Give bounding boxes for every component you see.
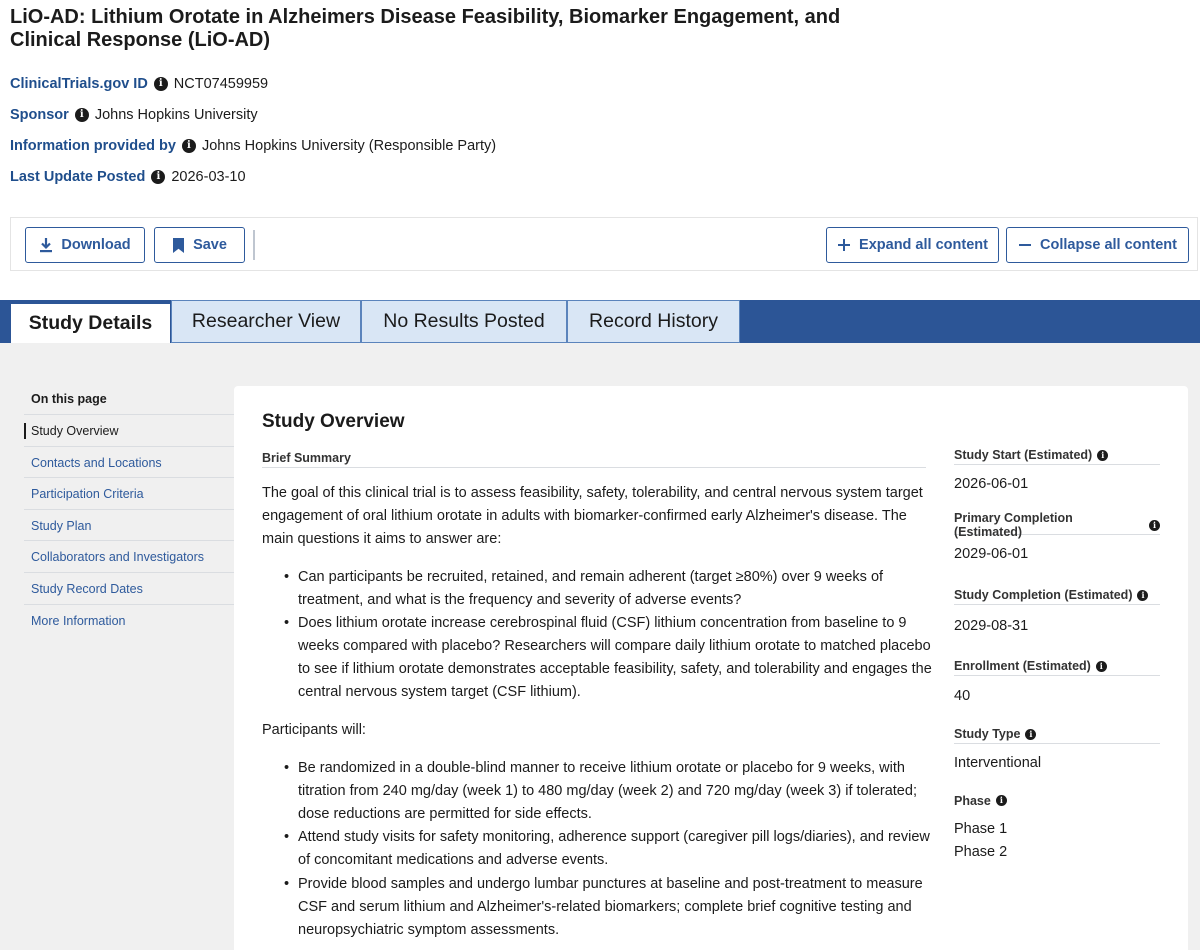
info-icon[interactable]: i (1096, 661, 1107, 672)
last-update-value: 2026-03-10 (171, 169, 246, 185)
study-completion-value: 2029-08-31 (954, 618, 1029, 634)
participant-item: • Attend study visits for safety monitoring, adherence support (caregiver pill logs/diaries), and review of concomitant medications and adverse events. (298, 826, 938, 872)
study-type-label: Study Type i (954, 725, 1160, 744)
question-item: • Can participants be recruited, retained, and remain adherent (target ≥80%) over 9 weeks of treatment, and what is the frequency and severity of adverse events? (298, 566, 938, 612)
phase-value: Phase 1 (954, 821, 1008, 837)
download-icon (39, 237, 53, 253)
on-this-page-heading: On this page (31, 392, 107, 406)
primary-completion-label: Primary Completion (Estimated) i (954, 516, 1160, 535)
download-button[interactable] (25, 227, 145, 263)
sidebar-item-collaborators[interactable]: Collaborators and Investigators (24, 540, 248, 572)
info-icon[interactable]: i (151, 170, 165, 184)
tab-bar (0, 300, 1200, 343)
enrollment-value: 40 (954, 688, 971, 704)
info-icon[interactable]: i (996, 795, 1007, 806)
study-completion-label: Study Completion (Estimated) i (954, 586, 1160, 605)
question-item: • Does lithium orotate increase cerebrospinal fluid (CSF) lithium concentration from baseline to 9 weeks compared with placebo? Researchers will compare daily lithium orotate to matched placebo to see if lithium orotate demonstrates acceptable feasibility, safety, and tolerability and engages the central nervous system target (CSF lithium). (298, 612, 938, 704)
collapse-all-label: Collapse all content (1040, 237, 1177, 253)
save-label: Save (193, 237, 227, 253)
sidebar-item-contacts-locations[interactable]: Contacts and Locations (24, 446, 248, 478)
sponsor-value: Johns Hopkins University (94, 107, 258, 123)
study-type-value: Interventional (954, 755, 1042, 771)
info-icon[interactable]: i (154, 77, 168, 91)
minus-icon (1018, 238, 1032, 252)
bookmark-icon (172, 237, 185, 254)
tab-record-history[interactable]: Record History (567, 300, 740, 343)
enrollment-label: Enrollment (Estimated) i (954, 657, 1160, 676)
brief-summary-label: Brief Summary (262, 451, 926, 468)
info-icon[interactable]: i (1149, 520, 1160, 531)
sidebar-item-record-dates[interactable]: Study Record Dates (24, 572, 248, 604)
info-icon[interactable]: i (1097, 450, 1108, 461)
last-update-row (10, 167, 246, 187)
plus-icon (837, 238, 851, 252)
provided-by-value: Johns Hopkins University (Responsible Party) (201, 138, 497, 154)
sponsor-row (10, 105, 258, 125)
expand-all-button[interactable] (826, 227, 999, 263)
last-update-label: Last Update Posted (10, 169, 146, 185)
action-toolbar (10, 217, 1198, 271)
sponsor-label: Sponsor (10, 107, 69, 123)
expand-all-label: Expand all content (859, 237, 988, 253)
phase-value: Phase 2 (954, 844, 1008, 860)
tab-researcher-view[interactable]: Researcher View (171, 300, 361, 343)
summary-intro: The goal of this clinical trial is to assess feasibility, safety, tolerability, and central nervous system target engagement of oral lithium orotate in adults with biomarker-confirmed early Alzheimer's disease. The main questions it aims to answer are: (262, 485, 923, 547)
section-title: Study Overview (262, 411, 405, 432)
toolbar-divider (253, 230, 255, 260)
page-title: LiO-AD: Lithium Orotate in Alzheimers Disease Feasibility, Biomarker Engagement, and Clinical Response (LiO-AD) (10, 6, 841, 51)
participant-item: • Be randomized in a double-blind manner to receive lithium orotate or placebo for 9 weeks, with titration from 240 mg/day (week 1) to 480 mg/day (week 2) and 720 mg/day (week 3) if tolerated; dose reductions are permitted for side effects. (298, 757, 938, 826)
phase-label: Phase i (954, 791, 1160, 810)
study-start-value: 2026-06-01 (954, 476, 1029, 492)
sidebar-item-study-plan[interactable]: Study Plan (24, 509, 248, 541)
provided-by-label: Information provided by (10, 138, 176, 154)
download-label: Download (61, 237, 131, 253)
tab-study-details[interactable]: Study Details (10, 300, 171, 344)
info-icon[interactable]: i (75, 108, 89, 122)
nct-id-value: NCT07459959 (173, 76, 269, 92)
tab-no-results-posted[interactable]: No Results Posted (361, 300, 567, 343)
sidebar-item-study-overview[interactable]: Study Overview (24, 414, 248, 446)
info-icon[interactable]: i (1137, 590, 1148, 601)
provided-by-row (10, 136, 496, 156)
participants-intro: Participants will: (262, 722, 366, 738)
participant-item: • Provide blood samples and undergo lumbar punctures at baseline and post-treatment to measure CSF and serum lithium and Alzheimer's-related biomarkers; complete brief cognitive testing and neuropsychiatric symptom assessments. (298, 873, 938, 942)
collapse-all-button[interactable] (1006, 227, 1189, 263)
primary-completion-value: 2029-06-01 (954, 546, 1029, 562)
info-icon[interactable]: i (182, 139, 196, 153)
info-icon[interactable]: i (1025, 729, 1036, 740)
save-button[interactable] (154, 227, 245, 263)
nct-id-row (10, 74, 268, 94)
study-start-label: Study Start (Estimated) i (954, 446, 1160, 465)
nct-id-label: ClinicalTrials.gov ID (10, 76, 148, 92)
sidebar-item-participation-criteria[interactable]: Participation Criteria (24, 477, 248, 509)
sidebar-item-more-information[interactable]: More Information (24, 604, 248, 636)
